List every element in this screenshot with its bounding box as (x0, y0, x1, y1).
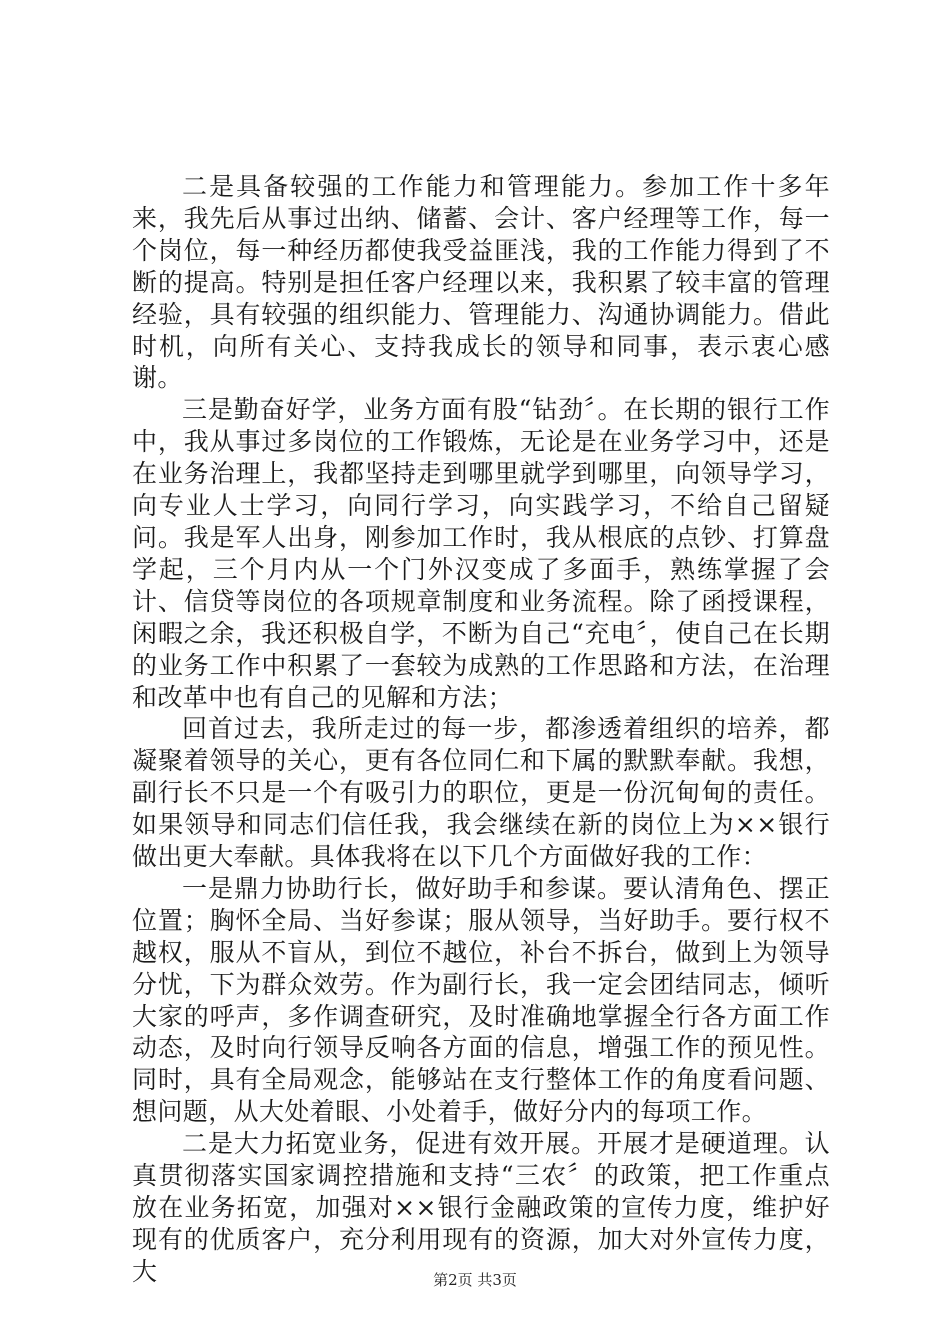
paragraph-assist-president: 一是鼎力协助行长，做好助手和参谋。要认清角色、摆正位置；胸怀全局、当好参谋；服从领导，当好助手。要行权不越权，服从不盲从，到位不越位，补台不拆台，做到上为领导分忧，下为群众效劳。作为副行长，我一定会团结同志，倾听大家的呼声，多作调查研究，及时准确地掌握全行各方面工作动态，及时向行领导反响各方面的信息，增强工作的预见性。同时，具有全局观念，能够站在支行整体工作的角度看问题、想问题，从大处着眼、小处着手，做好分内的每项工作。 (132, 873, 830, 1127)
page-number-footer: 第2页 共3页 (433, 1271, 517, 1289)
paragraph-expand-business: 二是大力拓宽业务，促进有效开展。开展才是硬道理。认真贯彻落实国家调控措施和支持“三农〞的政策，把工作重点放在业务拓宽，加强对××银行金融政策的宣传力度，维护好现有的优质客户，充分利用现有的资源，加大对外宣传力度，大 (132, 1129, 830, 1286)
document-body (132, 171, 830, 1288)
paragraph-looking-back: 回首过去，我所走过的每一步，都渗透着组织的培养，都凝聚着领导的关心，更有各位同仁和下属的默默奉献。我想，副行长不只是一个有吸引力的职位，更是一份沉甸甸的责任。如果领导和同志们信任我，我会继续在新的岗位上为××银行做出更大奉献。具体我将在以下几个方面做好我的工作： (132, 714, 830, 872)
paragraph-diligent-learning: 三是勤奋好学，业务方面有股“钻劲〞。在长期的银行工作中，我从事过多岗位的工作锻炼，无论是在业务学习中，还是在业务治理上，我都坚持走到哪里就学到哪里，向领导学习，向专业人士学习，向同行学习，向实践学习，不给自己留疑问。我是军人出身，刚参加工作时，我从根底的点钞、打算盘学起，三个月内从一个门外汉变成了多面手，熟练掌握了会计、信贷等岗位的各项规章制度和业务流程。除了函授课程，闲暇之余，我还积极自学，不断为自己“充电〞，使自己在长期的业务工作中积累了一套较为成熟的工作思路和方法，在治理和改革中也有自己的见解和方法； (132, 395, 830, 712)
paragraph-work-ability: 二是具备较强的工作能力和管理能力。参加工作十多年来，我先后从事过出纳、储蓄、会计、客户经理等工作，每一个岗位，每一种经历都使我受益匪浅，我的工作能力得到了不断的提高。特别是担任客户经理以来，我积累了较丰富的管理经验，具有较强的组织能力、管理能力、沟通协调能力。借此时机，向所有关心、支持我成长的领导和同事，表示衷心感谢。 (132, 172, 830, 393)
